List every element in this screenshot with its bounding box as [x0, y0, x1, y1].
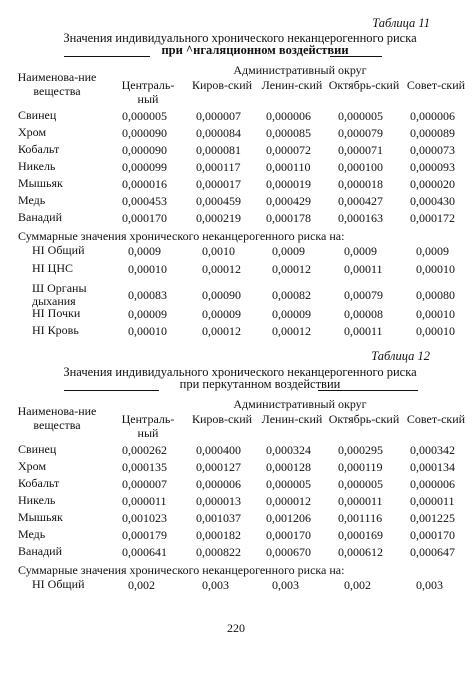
table-row	[18, 244, 458, 264]
table-cell: 0,000018	[338, 177, 383, 191]
table-cell: 0,000163	[338, 211, 383, 225]
table-cell: 0,000090	[122, 126, 167, 140]
row-label: Никель	[18, 493, 56, 507]
caption-rule-left	[64, 56, 150, 57]
row-label: Ванадий	[18, 210, 63, 224]
table-cell: 0,001225	[410, 511, 455, 525]
table-cell: 0,000134	[410, 460, 455, 474]
table-cell: 0,000089	[410, 126, 455, 140]
table-cell: 0,0010	[202, 244, 235, 258]
table-row	[18, 262, 458, 282]
table-cell: 0,000017	[196, 177, 241, 191]
table-11-caption-line2: при ^нгаляционном воздействии	[161, 43, 349, 57]
table-cell: 0,003	[416, 578, 443, 592]
table-cell: 0,000005	[122, 109, 167, 123]
table-cell: 0,000090	[122, 143, 167, 157]
table-cell: 0,000072	[266, 143, 311, 157]
table-cell: 0,000007	[122, 477, 167, 491]
table-cell: 0,00011	[344, 324, 383, 338]
table-cell: 0,000006	[410, 477, 455, 491]
table-cell: 0,00012	[202, 324, 241, 338]
table-cell: 0,000020	[410, 177, 455, 191]
column-header: Совет-ский	[406, 412, 466, 426]
table-cell: 0,0009	[128, 244, 161, 258]
table-cell: 0,000006	[266, 109, 311, 123]
table-cell: 0,00082	[272, 288, 311, 302]
table-cell: 0,000110	[266, 160, 311, 174]
table-12-summary-title: Суммарные значения хронического неканцерогенного риска на:	[18, 563, 345, 577]
row-label: Мышьяк	[18, 510, 63, 524]
row-label: HI Кровь	[32, 323, 79, 337]
table-cell: 0,001023	[122, 511, 167, 525]
row-label: HI Общий	[32, 577, 85, 591]
table-11-summary-title: Суммарные значения хронического неканцерогенного риска на:	[18, 229, 345, 243]
table-cell: 0,000427	[338, 194, 383, 208]
table-11-col-first: Наименова-ние вещества	[17, 70, 97, 98]
table-cell: 0,00009	[272, 307, 311, 321]
column-header: Ленин-ский	[261, 78, 323, 92]
caption-rule-left-12	[64, 390, 159, 391]
table-cell: 0,0009	[416, 244, 449, 258]
table-12-caption-line2: при перкутанном воздействии	[179, 377, 341, 391]
table-cell: 0,000429	[266, 194, 311, 208]
table-cell: 0,000169	[338, 528, 383, 542]
table-cell: 0,00010	[416, 324, 455, 338]
table-cell: 0,0009	[272, 244, 305, 258]
table-cell: 0,000647	[410, 545, 455, 559]
column-header: Совет-ский	[406, 78, 466, 92]
table-cell: 0,000179	[122, 528, 167, 542]
table-cell: 0,000093	[410, 160, 455, 174]
table-cell: 0,000011	[122, 494, 167, 508]
page-number: 220	[227, 621, 245, 635]
table-cell: 0,000430	[410, 194, 455, 208]
row-label: Никель	[18, 159, 56, 173]
table-cell: 0,000099	[122, 160, 167, 174]
table-cell: 0,000127	[196, 460, 241, 474]
caption-rule-right	[330, 56, 382, 57]
table-cell: 0,00080	[416, 288, 455, 302]
table-row	[18, 324, 458, 344]
table-row	[18, 578, 458, 598]
table-cell: 0,0009	[344, 244, 377, 258]
table-cell: 0,001116	[338, 511, 383, 525]
table-cell: 0,00008	[344, 307, 383, 321]
table-cell: 0,000342	[410, 443, 455, 457]
column-header: Централь-ный	[121, 412, 175, 440]
table-row	[18, 211, 458, 231]
table-cell: 0,002	[128, 578, 155, 592]
table-cell: 0,000085	[266, 126, 311, 140]
table-cell: 0,000135	[122, 460, 167, 474]
table-11-caption-line1: Значения индивидуального хронического неканцерогенного риска	[63, 31, 417, 45]
table-cell: 0,00010	[128, 324, 167, 338]
table-cell: 0,00009	[202, 307, 241, 321]
table-cell: 0,001037	[196, 511, 241, 525]
table-cell: 0,000612	[338, 545, 383, 559]
table-cell: 0,000117	[196, 160, 241, 174]
column-header: Киров-ский	[191, 412, 253, 426]
table-cell: 0,000170	[410, 528, 455, 542]
row-label: Хром	[18, 125, 47, 139]
table-cell: 0,000007	[196, 109, 241, 123]
table-cell: 0,000016	[122, 177, 167, 191]
table-cell: 0,00011	[344, 262, 383, 276]
table-cell: 0,00012	[202, 262, 241, 276]
column-header: Октябрь-ский	[328, 78, 400, 92]
table-cell: 0,000182	[196, 528, 241, 542]
row-label: Медь	[18, 193, 46, 207]
row-label: Медь	[18, 527, 46, 541]
table-cell: 0,000006	[196, 477, 241, 491]
table-cell: 0,00090	[202, 288, 241, 302]
row-label: Свинец	[18, 442, 57, 456]
table-cell: 0,000084	[196, 126, 241, 140]
table-cell: 0,000128	[266, 460, 311, 474]
table-cell: 0,000295	[338, 443, 383, 457]
table-12-caption-line1: Значения индивидуального хронического неканцерогенного риска	[63, 365, 417, 379]
table-cell: 0,000079	[338, 126, 383, 140]
row-label: Кобальт	[18, 142, 60, 156]
table-12-col-first: Наименова-ние вещества	[17, 404, 97, 432]
caption-rule-right-12	[318, 390, 418, 391]
table-row	[18, 281, 458, 308]
table-cell: 0,000822	[196, 545, 241, 559]
table-cell: 0,000006	[410, 109, 455, 123]
table-cell: 0,000670	[266, 545, 311, 559]
row-label: Свинец	[18, 108, 57, 122]
table-cell: 0,000013	[196, 494, 241, 508]
table-cell: 0,00012	[272, 262, 311, 276]
row-label: HI Общий	[32, 243, 85, 257]
table-cell: 0,00010	[128, 262, 167, 276]
row-label: Кобальт	[18, 476, 60, 490]
column-header: Централь-ный	[121, 78, 175, 106]
table-cell: 0,000170	[122, 211, 167, 225]
row-label: Ванадий	[18, 544, 63, 558]
table-cell: 0,00012	[272, 324, 311, 338]
row-label: HI ЦНС	[32, 261, 73, 275]
table-cell: 0,000011	[338, 494, 383, 508]
table-cell: 0,003	[202, 578, 229, 592]
table-cell: 0,000641	[122, 545, 167, 559]
table-cell: 0,000400	[196, 443, 241, 457]
table-cell: 0,000012	[266, 494, 311, 508]
table-cell: 0,000019	[266, 177, 311, 191]
table-cell: 0,000005	[266, 477, 311, 491]
table-cell: 0,000005	[338, 477, 383, 491]
table-cell: 0,000071	[338, 143, 383, 157]
row-label: HI Почки	[32, 306, 81, 320]
table-cell: 0,00009	[128, 307, 167, 321]
table-cell: 0,000459	[196, 194, 241, 208]
table-cell: 0,000262	[122, 443, 167, 457]
table-cell: 0,002	[344, 578, 371, 592]
table-cell: 0,000172	[410, 211, 455, 225]
table-11-group-header: Административный округ	[233, 63, 367, 77]
table-cell: 0,000011	[410, 494, 455, 508]
column-header: Октябрь-ский	[328, 412, 400, 426]
table-cell: 0,000005	[338, 109, 383, 123]
table-cell: 0,001206	[266, 511, 311, 525]
table-11-label: Таблица 11	[372, 16, 430, 30]
table-cell: 0,000081	[196, 143, 241, 157]
table-cell: 0,000178	[266, 211, 311, 225]
table-cell: 0,000073	[410, 143, 455, 157]
table-cell: 0,00083	[128, 288, 167, 302]
table-cell: 0,000119	[338, 460, 383, 474]
table-row	[18, 545, 458, 565]
row-label: Хром	[18, 459, 47, 473]
table-cell: 0,000219	[196, 211, 241, 225]
table-cell: 0,000324	[266, 443, 311, 457]
table-cell: 0,000170	[266, 528, 311, 542]
table-cell: 0,00010	[416, 307, 455, 321]
table-12-group-header: Административный округ	[233, 397, 367, 411]
table-cell: 0,003	[272, 578, 299, 592]
table-cell: 0,00079	[344, 288, 383, 302]
table-cell: 0,000100	[338, 160, 383, 174]
column-header: Ленин-ский	[261, 412, 323, 426]
table-12-label: Таблица 12	[371, 349, 430, 363]
row-label: Мышьяк	[18, 176, 63, 190]
table-cell: 0,000453	[122, 194, 167, 208]
row-label: Ш Органы дыхания	[32, 281, 87, 308]
table-cell: 0,00010	[416, 262, 455, 276]
column-header: Киров-ский	[191, 78, 253, 92]
